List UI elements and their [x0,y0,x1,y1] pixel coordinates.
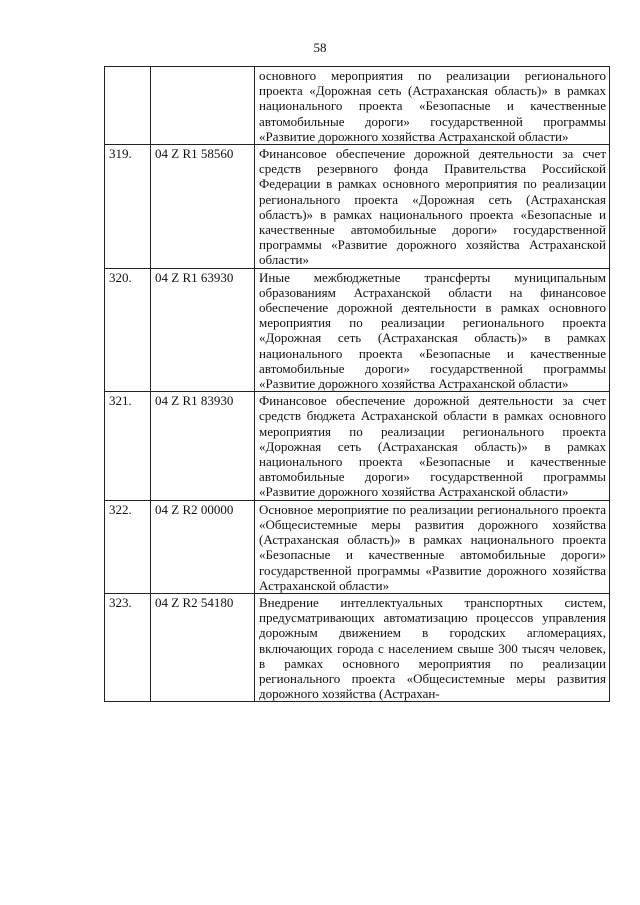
code-cell [151,67,255,145]
description-cell: Финансовое обеспечение дорожной деятельности за счет средств бюджета Астраханской области в рамках основного мероприятия по реализации регионального проекта «Дорожная сеть (Астраханская область)» в рамках национального проекта «Безопасные и качественные автомобильные дороги» государственной программы «Развитие дорожного хозяйства Астраханской области» [255,392,610,500]
table-row [105,392,610,500]
description-cell: основного мероприятия по реализации регионального проекта «Дорожная сеть (Астраханская область)» в рамках национального проекта «Безопасные и качественные автомобильные дороги» государственной программы «Развитие дорожного хозяйства Астраханской области» [255,67,610,145]
description-cell: Иные межбюджетные трансферты муниципальным образованиям Астраханской области на финансовое обеспечение дорожной деятельности в рамках основного мероприятия по реализации регионального проекта «Дорожная сеть (Астраханская область)» в рамках национального проекта «Безопасные и качественные автомобильные дороги» государственной программы «Развитие дорожного хозяйства Астраханской области» [255,268,610,392]
table-row [105,145,610,269]
table-row [105,500,610,593]
row-number-cell [105,67,151,145]
code-cell: 04 Z R1 58560 [151,145,255,269]
page-number: 58 [313,40,327,55]
code-cell: 04 Z R1 83930 [151,392,255,500]
row-number-cell: 321. [105,392,151,500]
table-row [105,593,610,701]
budget-classification-table [104,66,610,702]
row-number-cell: 322. [105,500,151,593]
code-cell: 04 Z R2 54180 [151,593,255,701]
description-cell: Внедрение интеллектуальных транспортных систем, предусматривающих автоматизацию процессов управления дорожным движением в городских агломерациях, включающих города с населением свыше 300 тысяч человек, в рамках основного мероприятия по реализации регионального проекта «Общесистемные меры развития дорожного хозяйства (Астрахан- [255,593,610,701]
code-cell: 04 Z R2 00000 [151,500,255,593]
code-cell: 04 Z R1 63930 [151,268,255,392]
row-number-cell: 323. [105,593,151,701]
table-row [105,67,610,145]
description-cell: Основное мероприятие по реализации регионального проекта «Общесистемные меры развития дорожного хозяйства (Астраханская область)» в рамках национального проекта «Безопасные и качественные автомобильные дороги» государственной программы «Развитие дорожного хозяйства Астраханской области» [255,500,610,593]
row-number-cell: 320. [105,268,151,392]
table-row [105,268,610,392]
description-cell: Финансовое обеспечение дорожной деятельности за счет средств резервного фонда Правительства Российской Федерации в рамках основного мероприятия по реализации регионального проекта «Дорожная сеть (Астраханская областъ)» в рамках национального проекта «Безопасные и качественные автомобильные дороги» государственной программы «Развитие дорожного хозяйства Астраханской области» [255,145,610,269]
row-number-cell: 319. [105,145,151,269]
